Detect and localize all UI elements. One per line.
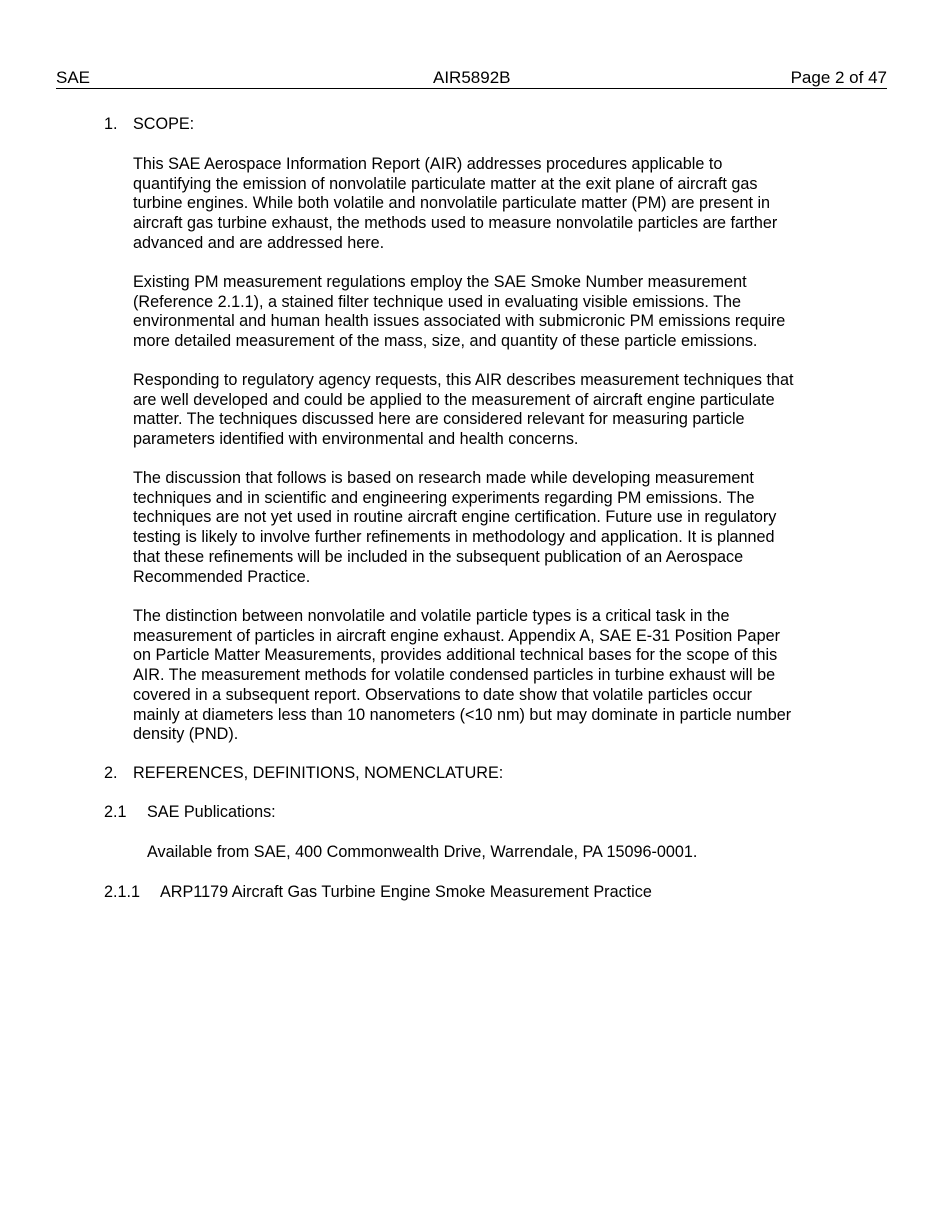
page-header [56,68,887,89]
scope-paragraph-4: The discussion that follows is based on research made while developing measurement techniques and in scientific and engineering experiments regarding PM emissions. The techniques are not yet used in routine aircraft engine certification. Future use in regulatory testing is likely to involve further refinements in methodology and application. It is planned that these refinements will be included in the subsequent publication of an Aerospace Recommended Practice. [133,469,777,586]
section-number: 2. [104,764,118,782]
scope-paragraph-5: The distinction between nonvolatile and volatile particle types is a critical task in the measurement of particles in aircraft engine exhaust. Appendix A, SAE E-31 Position Paper on Particle Matter Measurements, provides additional technical bases for the scope of this AIR. The measurement methods for volatile condensed particles in turbine exhaust will be covered in a subsequent report. Observations to date show that volatile particles occur mainly at diameters less than 10 nanometers (<10 nm) but may dominate in particle number density (PND). [133,607,792,744]
section-title: SCOPE: [133,115,195,133]
scope-paragraph-2: Existing PM measurement regulations employ the SAE Smoke Number measurement (Reference 2.1.1), a stained filter technique used in evaluating visible emissions. The environmental and human health issues associated with submicronic PM emissions require more detailed measurement of the mass, size, and quantity of these particle emissions. [133,273,786,351]
sae-availability-text: Available from SAE, 400 Commonwealth Drive, Warrendale, PA 15096-0001. [147,843,698,861]
header-organization: SAE [56,68,91,87]
header-page-number: Page 2 of 47 [790,68,887,87]
section-number: 2.1.1 [104,883,141,901]
header-document-number: AIR5892B [433,68,511,87]
reference-title: ARP1179 Aircraft Gas Turbine Engine Smoke Measurement Practice [160,883,652,901]
section-title: SAE Publications: [147,803,276,821]
scope-paragraph-3: Responding to regulatory agency requests, this AIR describes measurement techniques that are well developed and could be applied to the measurement of aircraft engine particulate matter. The techniques discussed here are considered relevant for measuring particle parameters identified with environmental and health concerns. [133,371,794,449]
section-title: REFERENCES, DEFINITIONS, NOMENCLATURE: [133,764,504,782]
section-2-1-heading [104,803,276,823]
section-number: 2.1 [104,803,127,821]
section-number: 1. [104,115,118,133]
scope-paragraph-1: This SAE Aerospace Information Report (AIR) addresses procedures applicable to quantifying the emission of nonvolatile particulate matter at the exit plane of aircraft gas turbine engines. While both volatile and nonvolatile particulate matter (PM) are present in aircraft gas turbine exhaust, the methods used to measure nonvolatile particles are farther advanced and are addressed here. [133,155,778,252]
section-2-heading [104,764,504,784]
section-2-1-1-heading [104,883,652,903]
section-1-heading [104,115,195,135]
